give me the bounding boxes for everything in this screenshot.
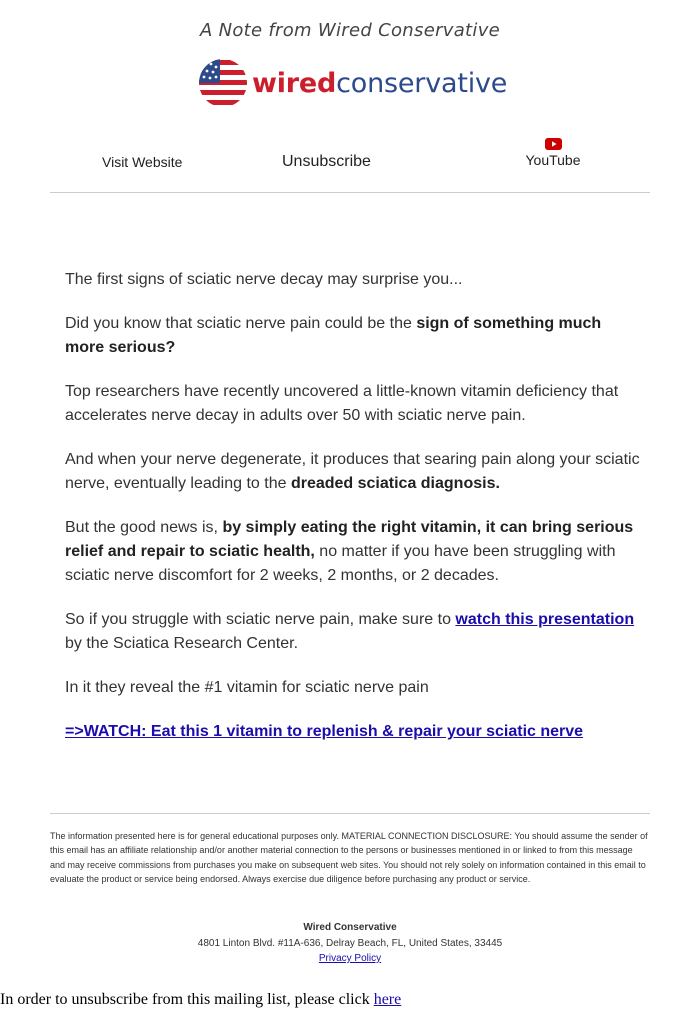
- cta-watch-link[interactable]: =>WATCH: Eat this 1 vitamin to replenish & repair your sciatic nerve: [65, 723, 584, 740]
- cta-paragraph: [65, 720, 640, 744]
- logo-wired-text: wired: [252, 67, 337, 99]
- email-body: [65, 268, 640, 764]
- p4-text: And when your nerve degenerate, it produces that searing pain along your sciatic nerve, eventually leading to the: [65, 451, 640, 492]
- unsubscribe-line: [0, 991, 401, 1009]
- top-nav: [50, 138, 650, 178]
- paragraph-1: The first signs of sciatic nerve decay may surprise you...: [65, 271, 463, 288]
- p4-bold: dreaded sciatica diagnosis.: [290, 475, 500, 492]
- p2-text: Did you know that sciatic nerve pain could be the: [65, 315, 417, 332]
- unsubscribe-here-link[interactable]: here: [373, 991, 402, 1008]
- youtube-link[interactable]: [524, 138, 582, 170]
- paragraph-3: Top researchers have recently uncovered a little-known vitamin deficiency that accelerates nerve decay in adults over 50 with sciatic nerve pain.: [65, 383, 619, 424]
- p5-text-a: But the good news is,: [65, 519, 223, 536]
- visit-website-link[interactable]: Visit Website: [102, 154, 183, 170]
- header-divider: [50, 192, 650, 193]
- footer-company: Wired Conservative: [303, 922, 397, 933]
- youtube-icon: [545, 138, 562, 150]
- p5-text-c: no matter if you have been struggling with sciatic nerve discomfort for 2 weeks, 2 months, or 2 decades.: [65, 543, 616, 584]
- paragraph-5: [65, 516, 640, 588]
- footer: [50, 920, 650, 967]
- paragraph-2: [65, 312, 640, 360]
- youtube-label: YouTube: [525, 152, 581, 168]
- logo-wordmark: [252, 67, 508, 99]
- footer-divider: [50, 813, 650, 814]
- paragraph-4: [65, 448, 640, 496]
- wired-conservative-logo[interactable]: [198, 58, 507, 108]
- header-note: A Note from Wired Conservative: [199, 20, 501, 41]
- unsubscribe-line-text: In order to unsubscribe from this mailing list, please click: [0, 991, 374, 1008]
- privacy-policy-link[interactable]: Privacy Policy: [318, 953, 382, 964]
- p6-text-a: So if you struggle with sciatic nerve pain, make sure to: [65, 611, 456, 628]
- p2-bold: sign of something much more serious?: [65, 315, 602, 356]
- disclaimer-text: The information presented here is for general educational purposes only. MATERIAL CONNECTION DISCLOSURE: You should assume the sender of this email has an affiliate relationship and/or another material connection to the persons or businesses mentioned in or linked to from this message and may receive commissions from purchases you make on subsequent web sites. You should not rely solely on information contained in this email to evaluate the product or service being endorsed. Always exercise due diligence before purchasing any product or service.: [50, 831, 648, 884]
- unsubscribe-link[interactable]: Unsubscribe: [282, 153, 371, 170]
- watch-presentation-link[interactable]: watch this presentation: [455, 611, 635, 628]
- paragraph-6: [65, 608, 640, 656]
- p5-bold: by simply eating the right vitamin, it can bring serious relief and repair to sciatic health,: [65, 519, 634, 560]
- paragraph-7: In it they reveal the #1 vitamin for sciatic nerve pain: [65, 679, 429, 696]
- p6-text-b: by the Sciatica Research Center.: [65, 635, 299, 652]
- us-flag-globe-icon: [198, 58, 248, 108]
- logo-conservative-text: conservative: [336, 67, 508, 99]
- footer-address: 4801 Linton Blvd. #11A-636, Delray Beach, FL, United States, 33445: [197, 937, 503, 949]
